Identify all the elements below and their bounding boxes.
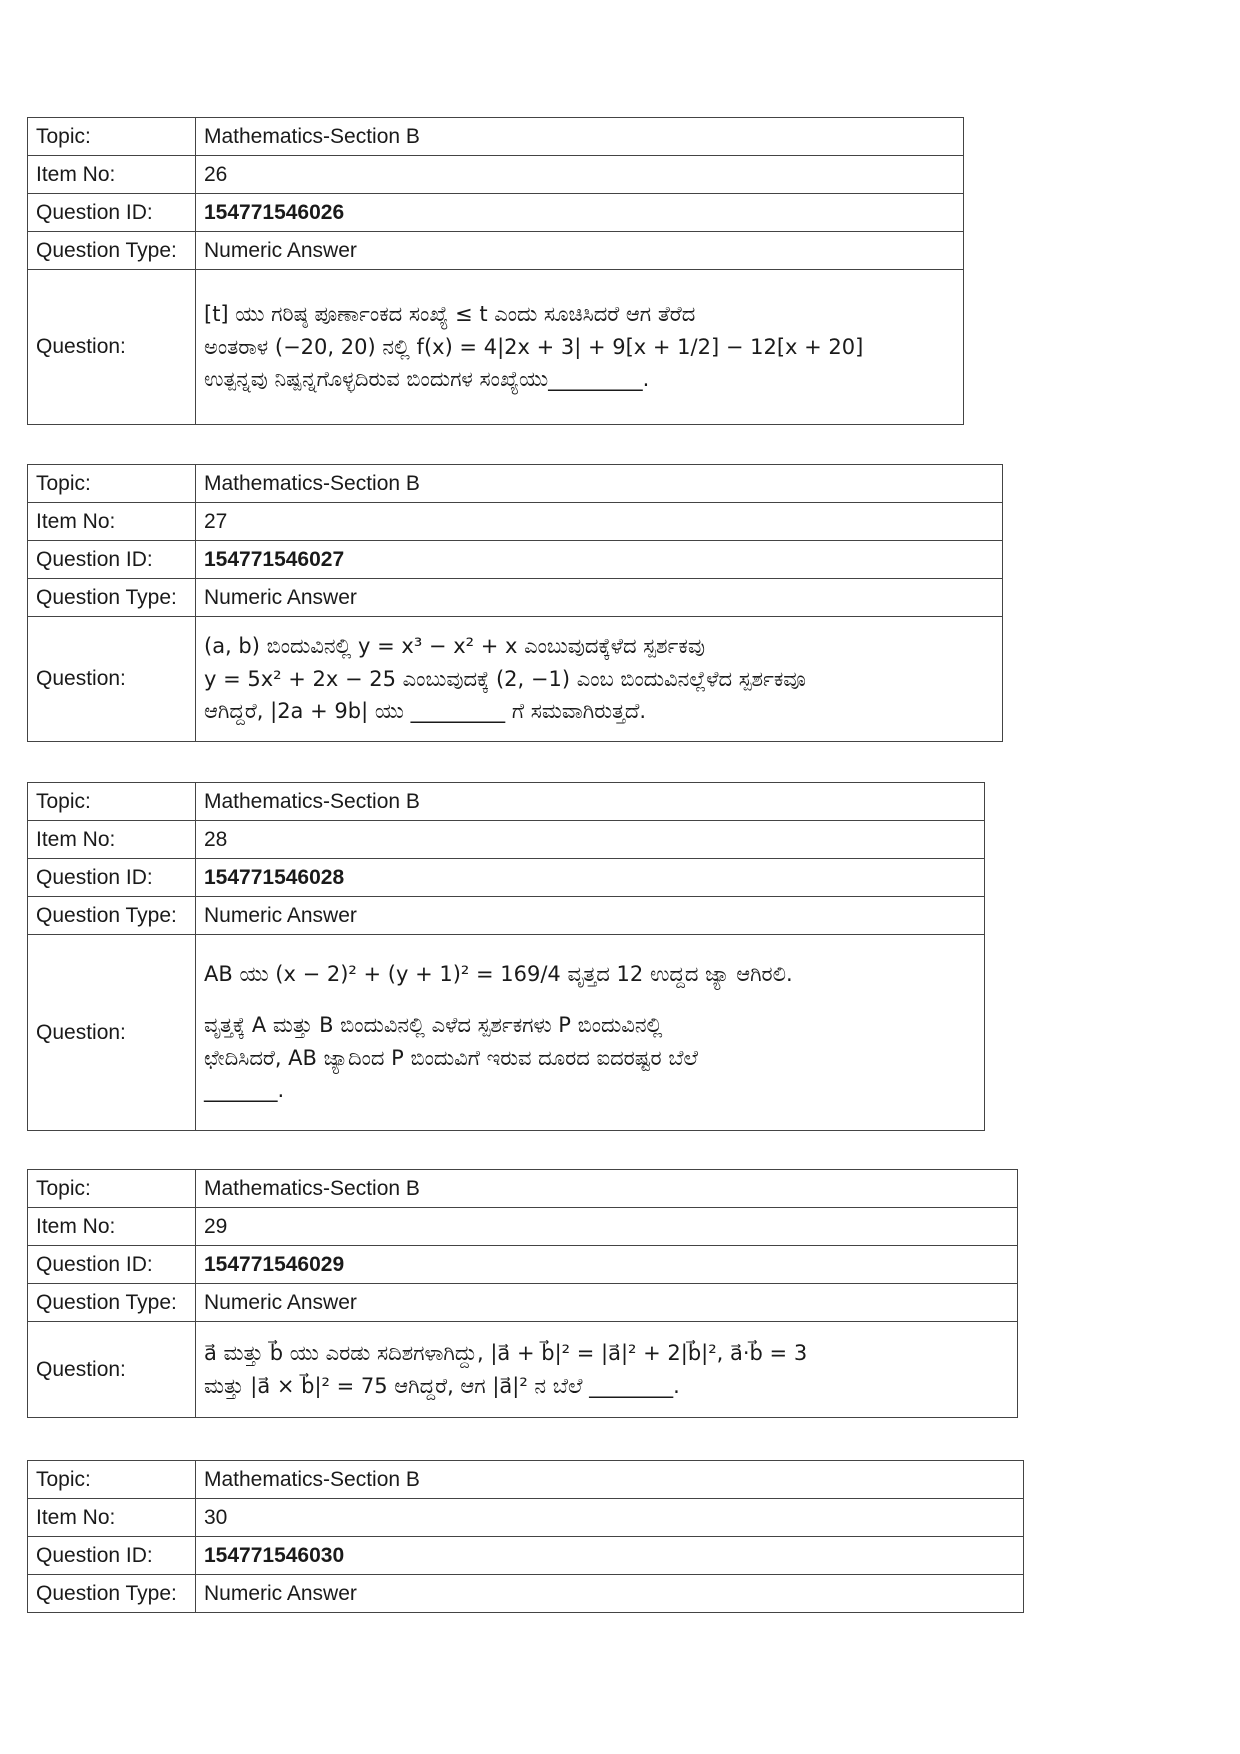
item-no-value: 29 [196,1208,1018,1246]
question-id-value: 154771546027 [196,541,1003,579]
item-no-value: 30 [196,1499,1024,1537]
item-no-row [28,156,964,194]
item-no-label: Item No: [28,1499,196,1537]
item-no-row [28,503,1003,541]
question-id-row [28,541,1003,579]
topic-row [28,118,964,156]
question-text [196,617,1003,742]
item-no-row [28,1208,1018,1246]
topic-value: Mathematics-Section B [196,1461,1024,1499]
topic-label: Topic: [28,465,196,503]
question-id-row [28,1537,1024,1575]
question-text [196,935,985,1131]
item-no-value: 28 [196,821,985,859]
question-line: ವೃತ್ತಕ್ಕೆ A ಮತ್ತು B ಬಿಂದುವಿನಲ್ಲಿ ಎಳೆದ ಸ್ಪರ್ಶಕಗಳು P ಬಿಂದುವಿನಲ್ಲಿ [204,1012,663,1037]
question-table-28 [27,782,985,1131]
question-row [28,935,985,1131]
question-table-30 [27,1460,1024,1613]
question-id-row [28,194,964,232]
question-label: Question: [28,270,196,425]
question-line: AB ಯು (x − 2)² + (y + 1)² = 169/4 ವೃತ್ತದ 12 ಉದ್ದದ ಜ್ಯಾ ಆಗಿರಲಿ. [204,962,793,987]
question-id-label: Question ID: [28,1246,196,1284]
question-row [28,270,964,425]
question-type-row [28,1575,1024,1613]
question-id-value: 154771546030 [196,1537,1024,1575]
question-line: _______. [204,1078,285,1103]
question-id-label: Question ID: [28,1537,196,1575]
question-table-27 [27,464,1003,742]
topic-label: Topic: [28,783,196,821]
item-no-label: Item No: [28,156,196,194]
topic-label: Topic: [28,118,196,156]
item-no-row [28,821,985,859]
question-label: Question: [28,1322,196,1418]
question-label: Question: [28,617,196,742]
question-row [28,1322,1018,1418]
question-type-label: Question Type: [28,1284,196,1322]
item-no-label: Item No: [28,821,196,859]
question-label: Question: [28,935,196,1131]
question-id-value: 154771546028 [196,859,985,897]
question-line: ಆಗಿದ್ದರೆ, |2a + 9b| ಯು _________ ಗೆ ಸಮವಾಗಿರುತ್ತದೆ. [204,699,646,724]
question-id-value: 154771546026 [196,194,964,232]
question-id-row [28,1246,1018,1284]
topic-label: Topic: [28,1461,196,1499]
question-type-row [28,897,985,935]
question-type-label: Question Type: [28,1575,196,1613]
topic-row [28,783,985,821]
question-type-label: Question Type: [28,579,196,617]
question-type-value: Numeric Answer [196,232,964,270]
topic-label: Topic: [28,1170,196,1208]
question-id-label: Question ID: [28,194,196,232]
question-line: ಉತ್ಪನ್ನವು ನಿಷ್ಪನ್ನಗೊಳ್ಳದಿರುವ ಬಿಂದುಗಳ ಸಂಖ್ಯೆಯು_________. [204,367,650,392]
question-text [196,1322,1018,1418]
question-id-label: Question ID: [28,859,196,897]
question-type-row [28,1284,1018,1322]
item-no-value: 26 [196,156,964,194]
question-row [28,617,1003,742]
question-type-label: Question Type: [28,897,196,935]
item-no-value: 27 [196,503,1003,541]
question-id-row [28,859,985,897]
topic-row [28,1461,1024,1499]
question-id-label: Question ID: [28,541,196,579]
item-no-label: Item No: [28,1208,196,1246]
question-line: ಮತ್ತು |a⃗ × b⃗|² = 75 ಆಗಿದ್ದರೆ, ಆಗ |a⃗|² ನ ಬೆಲೆ ________. [204,1373,680,1398]
question-type-value: Numeric Answer [196,1575,1024,1613]
topic-value: Mathematics-Section B [196,783,985,821]
topic-value: Mathematics-Section B [196,465,1003,503]
question-type-value: Numeric Answer [196,897,985,935]
question-line: y = 5x² + 2x − 25 ಎಂಬುವುದಕ್ಕೆ (2, −1) ಎಂಬ ಬಿಂದುವಿನಲ್ಲೆಳೆದ ಸ್ಪರ್ಶಕವೂ [204,666,806,691]
question-text [196,270,964,425]
question-line: ಅಂತರಾಳ (−20, 20) ನಲ್ಲಿ f(x) = 4|2x + 3| + 9[x + 1/2] − 12[x + 20] [204,334,864,359]
question-line: ಛೇದಿಸಿದರೆ, AB ಜ್ಯಾದಿಂದ P ಬಿಂದುವಿಗೆ ಇರುವ ದೂರದ ಐದರಷ್ಟರ ಬೆಲೆ [204,1045,698,1070]
question-table-26 [27,117,964,425]
question-type-value: Numeric Answer [196,1284,1018,1322]
question-id-value: 154771546029 [196,1246,1018,1284]
item-no-row [28,1499,1024,1537]
question-type-row [28,232,964,270]
question-type-row [28,579,1003,617]
question-line: [t] ಯು ಗರಿಷ್ಠ ಪೂರ್ಣಾಂಕದ ಸಂಖ್ಯೆ ≤ t ಎಂದು ಸೂಚಿಸಿದರೆ ಆಗ ತೆರೆದ [204,302,696,327]
item-no-label: Item No: [28,503,196,541]
topic-row [28,1170,1018,1208]
question-type-value: Numeric Answer [196,579,1003,617]
question-type-label: Question Type: [28,232,196,270]
topic-row [28,465,1003,503]
question-table-29 [27,1169,1018,1418]
question-line: a⃗ ಮತ್ತು b⃗ ಯು ಎರಡು ಸದಿಶಗಳಾಗಿದ್ದು, |a⃗ + b⃗|² = |a⃗|² + 2|b⃗|², a⃗·b⃗ = 3 [204,1340,808,1365]
topic-value: Mathematics-Section B [196,1170,1018,1208]
question-line: (a, b) ಬಿಂದುವಿನಲ್ಲಿ y = x³ − x² + x ಎಂಬುವುದಕ್ಕೆಳೆದ ಸ್ಪರ್ಶಕವು [204,634,705,659]
topic-value: Mathematics-Section B [196,118,964,156]
